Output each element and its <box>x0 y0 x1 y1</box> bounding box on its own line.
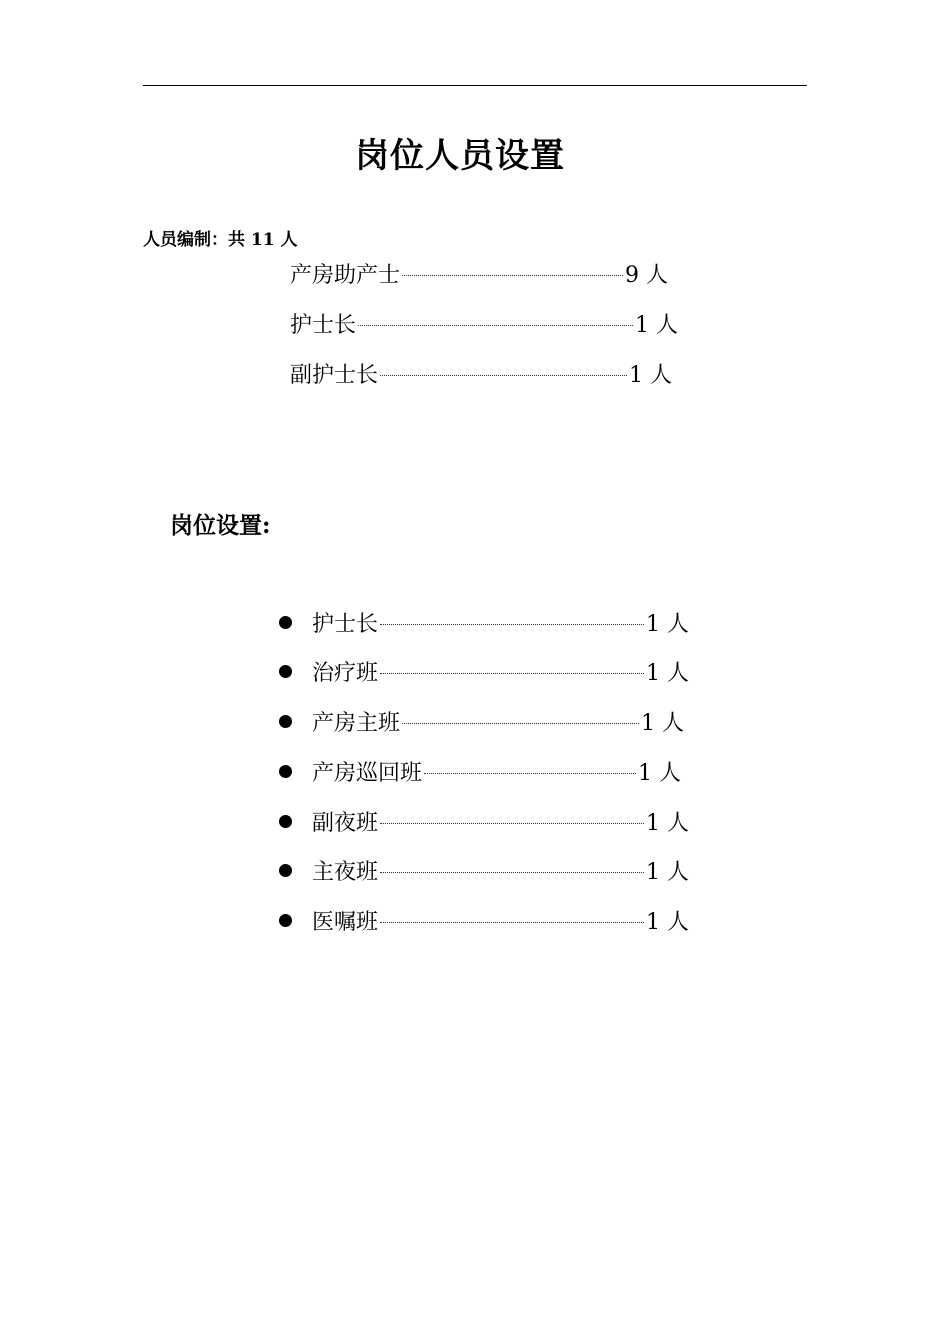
position-role: 产房巡回班 <box>312 760 423 786</box>
dot-leader <box>402 275 623 276</box>
position-item <box>279 756 681 786</box>
position-role: 主夜班 <box>312 859 379 885</box>
staffing-role: 护士长 <box>290 312 357 338</box>
dot-leader <box>380 624 644 625</box>
position-item <box>279 806 689 836</box>
staffing-role: 副护士长 <box>290 362 379 388</box>
dot-leader <box>380 872 644 873</box>
position-item <box>279 656 689 686</box>
position-role: 医嘱班 <box>312 909 379 935</box>
bullet-icon <box>279 715 292 728</box>
bullet-icon <box>279 665 292 678</box>
bullet-icon <box>279 864 292 877</box>
position-count: 1 人 <box>641 710 684 736</box>
staffing-count: 1 人 <box>629 362 672 388</box>
bullet-icon <box>279 815 292 828</box>
dot-leader <box>380 375 627 376</box>
staffing-item <box>290 258 668 288</box>
position-role: 产房主班 <box>312 710 401 736</box>
position-item <box>279 607 689 637</box>
position-count: 1 人 <box>646 859 689 885</box>
staffing-item <box>290 358 672 388</box>
positions-heading: 岗位设置: <box>170 512 271 539</box>
bullet-icon <box>279 765 292 778</box>
position-count: 1 人 <box>638 760 681 786</box>
position-count: 1 人 <box>646 810 689 836</box>
position-item <box>279 706 684 736</box>
staffing-count: 1 人 <box>635 312 678 338</box>
staffing-role: 产房助产士 <box>290 262 401 288</box>
dot-leader <box>380 922 644 923</box>
staffing-count: 9 人 <box>625 262 668 288</box>
position-count: 1 人 <box>646 660 689 686</box>
staffing-item <box>290 308 678 338</box>
position-count: 1 人 <box>646 611 689 637</box>
position-role: 副夜班 <box>312 810 379 836</box>
staffing-total: 人员编制：共 11 人 <box>143 230 298 250</box>
dot-leader <box>380 823 644 824</box>
position-item <box>279 905 689 935</box>
position-role: 护士长 <box>312 611 379 637</box>
dot-leader <box>358 325 633 326</box>
position-role: 治疗班 <box>312 660 379 686</box>
page-title: 岗位人员设置 <box>355 136 565 176</box>
dot-leader <box>380 673 644 674</box>
header-rule <box>143 85 807 86</box>
position-count: 1 人 <box>646 909 689 935</box>
bullet-icon <box>279 914 292 927</box>
dot-leader <box>424 773 636 774</box>
position-item <box>279 855 689 885</box>
bullet-icon <box>279 616 292 629</box>
dot-leader <box>402 723 639 724</box>
